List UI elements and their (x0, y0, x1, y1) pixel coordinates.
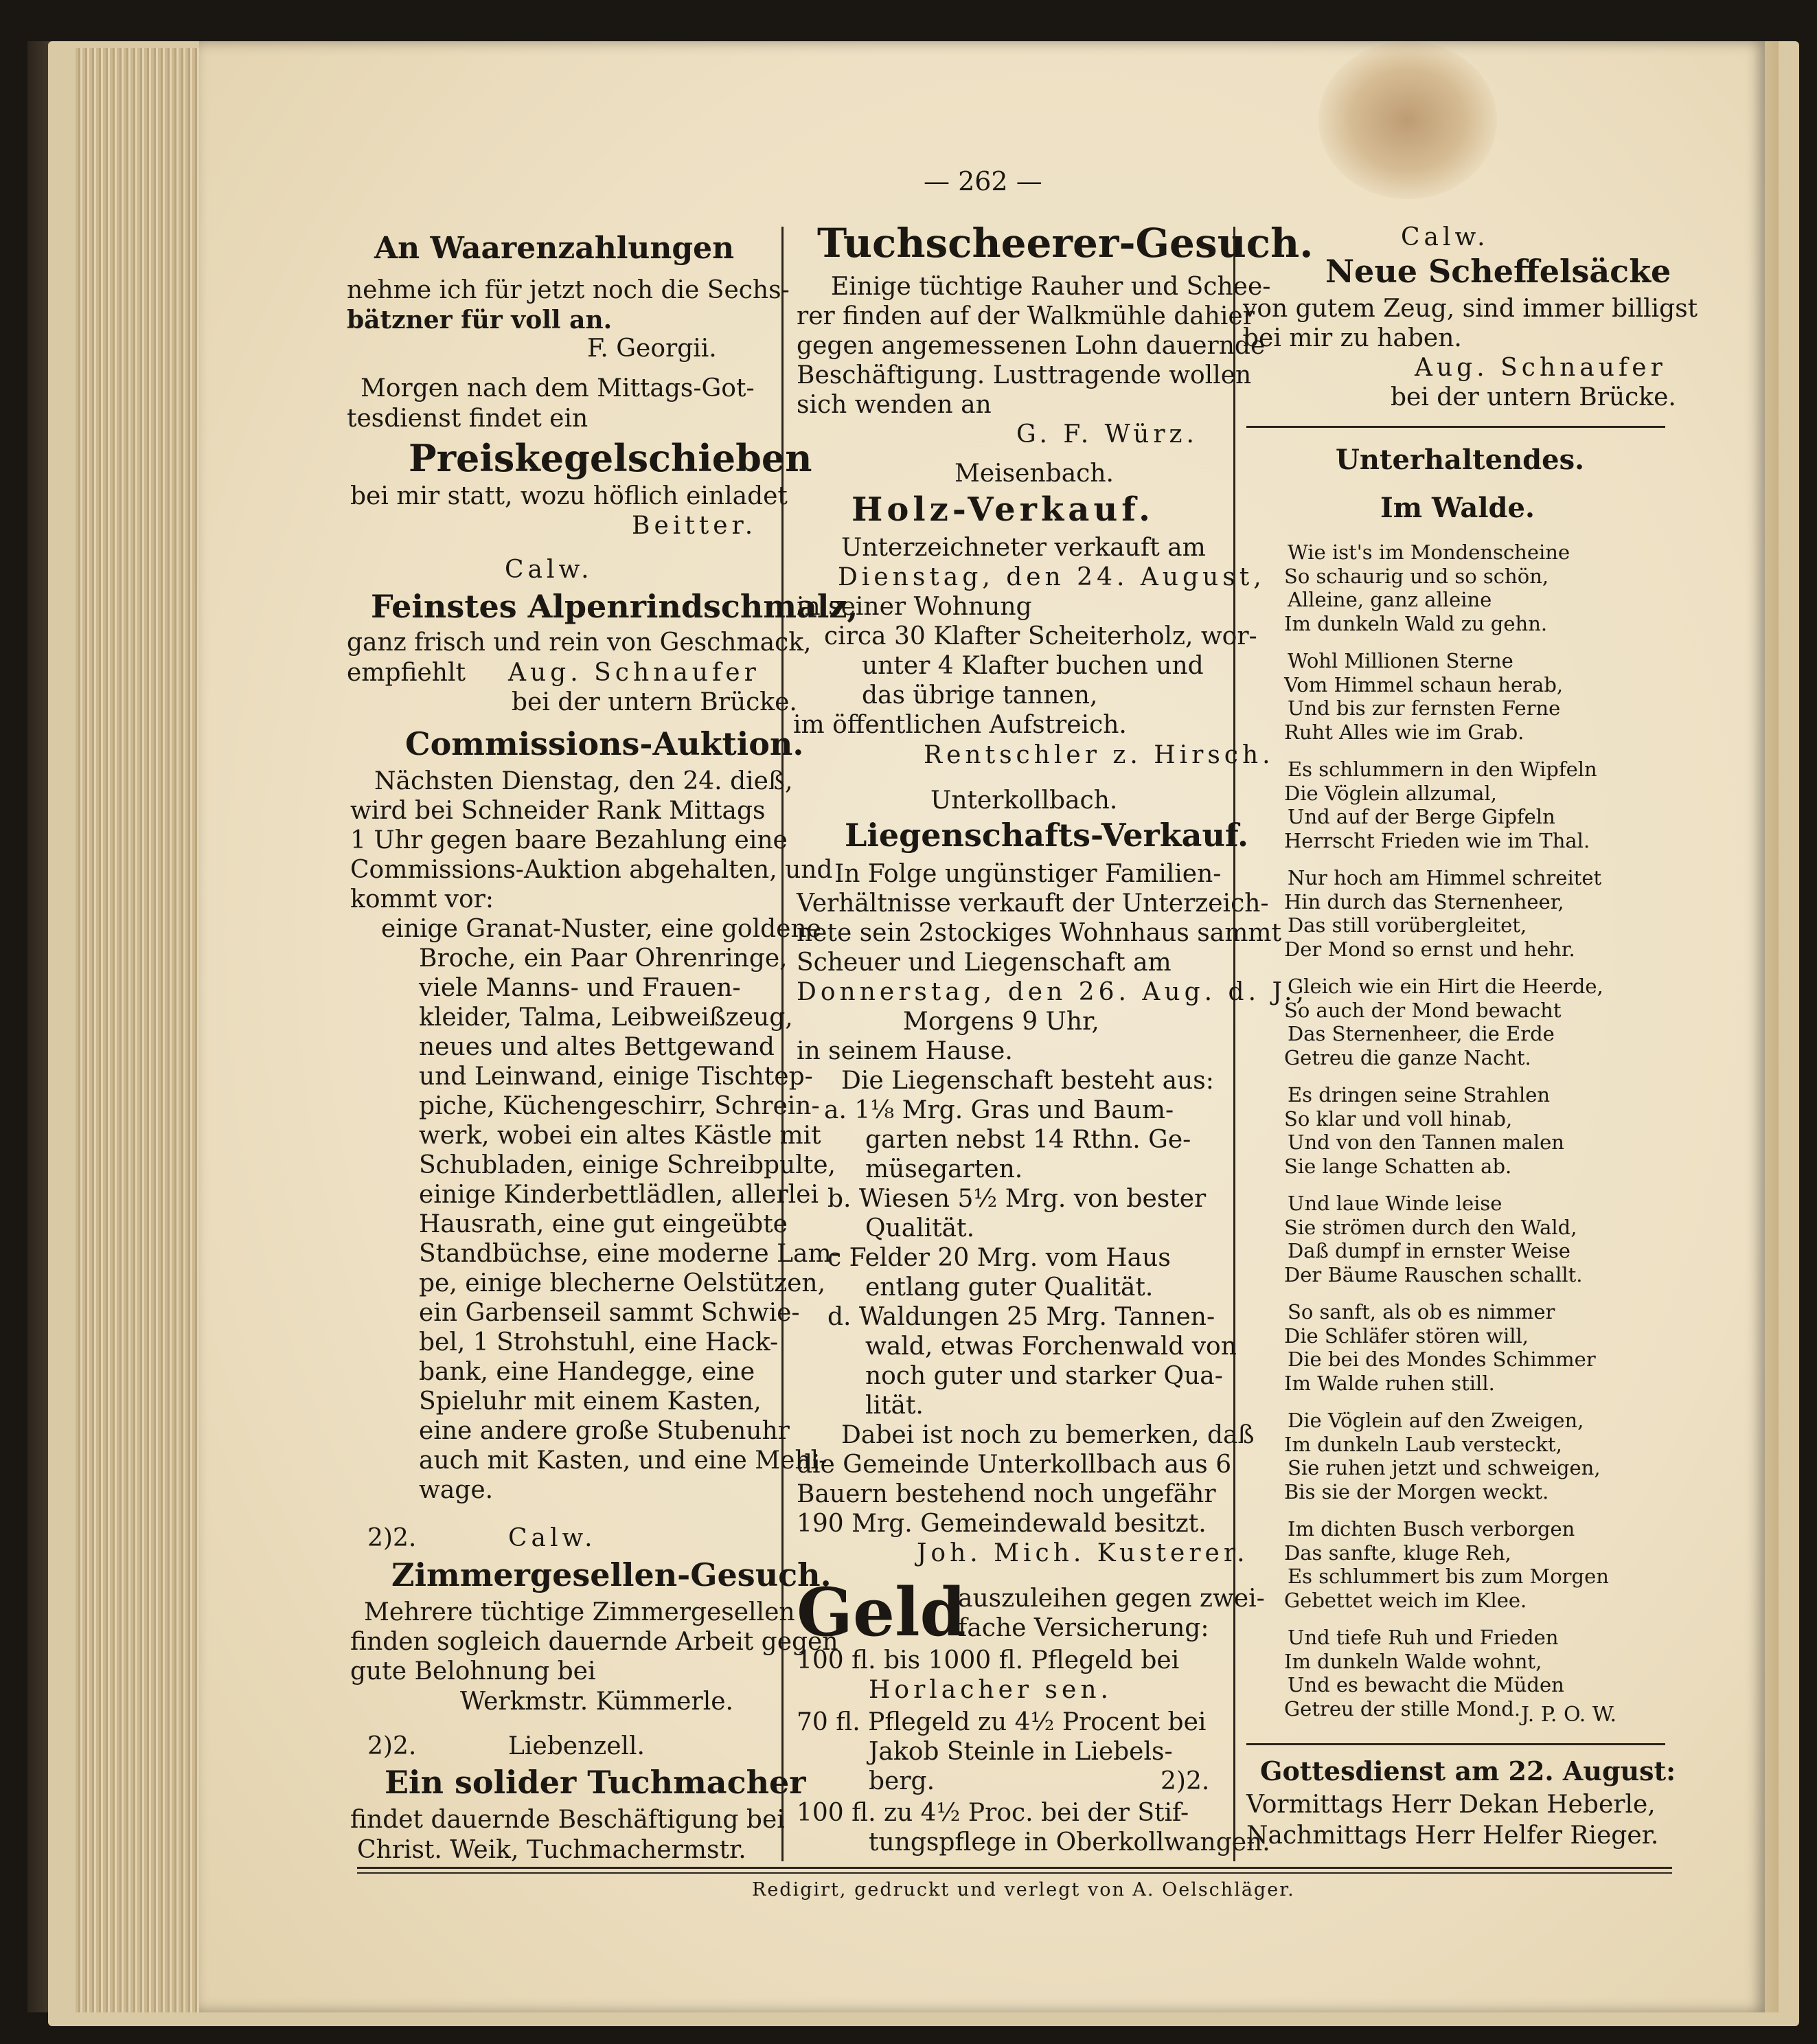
gottesdienst-text: Nachmittags Herr Helfer Rieger. (1246, 1821, 1659, 1850)
ad-text: nehme ich für jetzt noch die Sechs- (347, 276, 790, 304)
poem-line: Die Vöglein allzumal, (1284, 781, 1497, 805)
poem-line: Im dunkeln Laub versteckt, (1284, 1432, 1562, 1456)
ad-text: Horlacher sen. (869, 1676, 1112, 1704)
poem-title: Im Walde. (1380, 492, 1535, 524)
ad-text: kommt vor: (350, 885, 494, 913)
poem-line: Nur hoch am Himmel schreitet (1288, 866, 1602, 889)
ad-heading-waarenzahlungen: An Waarenzahlungen (374, 231, 735, 266)
ad-text: circa 30 Klafter Scheiterholz, wor- (824, 622, 1257, 650)
ad-text: pe, einige blecherne Oelstützen, (419, 1269, 826, 1297)
ad-text: Christ. Weik, Tuchmachermstr. (357, 1836, 746, 1864)
ad-text: Verhältnisse verkauft der Unterzeich- (797, 889, 1269, 918)
poem-line: So schaurig und so schön, (1284, 564, 1549, 588)
ad-signature: Joh. Mich. Kusterer. (917, 1539, 1249, 1567)
ad-text: garten nebst 14 Rthn. Ge- (865, 1126, 1191, 1154)
ad-text: lität. (865, 1392, 924, 1420)
ad-text: fache Versicherung: (958, 1614, 1209, 1642)
ad-text: In Folge ungünstiger Familien- (834, 860, 1222, 888)
poem-line: Das Sternenheer, die Erde (1288, 1022, 1555, 1045)
poem-line: Im dichten Busch verborgen (1288, 1517, 1575, 1541)
ad-text: entlang guter Qualität. (865, 1273, 1154, 1302)
ad-text: bel, 1 Strohstuhl, eine Hack- (419, 1328, 779, 1356)
poem-line: Alleine, ganz alleine (1288, 588, 1492, 611)
poem-line: Und tiefe Ruh und Frieden (1288, 1626, 1559, 1649)
poem-line: Und laue Winde leise (1288, 1192, 1502, 1215)
ad-place: Calw. (1401, 223, 1489, 251)
ad-text: tungspflege in Oberkollwangen. (869, 1828, 1270, 1856)
ad-place: Calw. (505, 556, 593, 584)
poem-line: Vom Himmel schaun herab, (1284, 672, 1564, 696)
ad-text: nete sein 2stockiges Wohnhaus sammt (797, 919, 1281, 947)
ad-text: Hausrath, eine gut eingeübte (419, 1210, 788, 1238)
water-stain (1318, 41, 1497, 199)
poem-line: Sie lange Schatten ab. (1284, 1154, 1512, 1178)
poem-line: Die Schläfer stören will, (1284, 1324, 1529, 1348)
ad-signature: Rentschler z. Hirsch. (924, 741, 1275, 769)
ad-text: c Felder 20 Mrg. vom Haus (827, 1244, 1171, 1272)
footer-rule-top (357, 1867, 1672, 1869)
ad-text: Dabei ist noch zu bemerken, daß (841, 1421, 1255, 1449)
poem-line: Es dringen seine Strahlen (1288, 1083, 1551, 1106)
ad-signature: Aug. Schnaufer (1415, 354, 1667, 382)
ad-issue-number: 2)2. (367, 1732, 417, 1760)
ad-text: Schubladen, einige Schreibpulte, (419, 1151, 836, 1179)
poem-line: So sanft, als ob es nimmer (1288, 1300, 1555, 1324)
ad-text: d. Waldungen 25 Mrg. Tannen- (827, 1303, 1215, 1331)
ad-heading-commissions-auktion: Commissions-Auktion. (405, 725, 804, 762)
poem-line: Sie ruhen jetzt und schweigen, (1288, 1456, 1601, 1479)
ad-text: findet dauernde Beschäftigung bei (350, 1806, 785, 1834)
ad-text: in seinem Hause. (797, 1037, 1013, 1065)
ad-signature: bei der untern Brücke. (512, 688, 797, 716)
poem-line: Das sanfte, kluge Reh, (1284, 1541, 1511, 1565)
ad-text: kleider, Talma, Leibweißzeug, (419, 1003, 793, 1032)
poem-signature: J. P. O. W. (1521, 1703, 1616, 1727)
ad-text: werk, wobei ein altes Kästle mit (419, 1122, 821, 1150)
ad-heading-scheffelsaecke: Neue Scheffelsäcke (1325, 253, 1671, 290)
poem-line: Hin durch das Sternenheer, (1284, 889, 1564, 913)
poem-line: So klar und voll hinab, (1284, 1106, 1513, 1131)
poem-line: Gleich wie ein Hirt die Heerde, (1288, 975, 1603, 998)
gottesdienst-text: Vormittags Herr Dekan Heberle, (1246, 1791, 1656, 1819)
poem-line: Getreu die ganze Nacht. (1284, 1045, 1531, 1069)
ad-text: Jakob Steinle in Liebels- (869, 1738, 1173, 1766)
poem-line: Und bis zur fernsten Ferne (1288, 696, 1561, 720)
ad-text: bei mir zu haben. (1243, 324, 1462, 352)
ad-text: ein Garbenseil sammt Schwie- (419, 1299, 800, 1327)
ad-text: a. 1⅛ Mrg. Gras und Baum- (824, 1096, 1174, 1124)
ad-text: piche, Küchengeschirr, Schrein- (419, 1092, 820, 1120)
ad-text: Morgens 9 Uhr, (903, 1008, 1099, 1036)
poem-line: Wie ist's im Mondenscheine (1288, 541, 1570, 564)
ad-text: 70 fl. Pflegeld zu 4½ Procent bei (797, 1708, 1207, 1736)
gottesdienst-heading: Gottesdienst am 22. August: (1260, 1756, 1676, 1786)
poem-line: Der Bäume Rauschen schallt. (1284, 1262, 1583, 1286)
ad-signature: F. Georgii. (587, 334, 717, 363)
poem-line: Und es bewacht die Müden (1288, 1673, 1564, 1696)
page-edges (76, 48, 199, 2012)
poem-line: Und auf der Berge Gipfeln (1288, 805, 1555, 828)
ad-text: Commissions-Auktion abgehalten, und (350, 856, 833, 884)
poem-line: So auch der Mond bewacht (1284, 998, 1562, 1022)
ad-text: die Gemeinde Unterkollbach aus 6 (797, 1451, 1232, 1479)
ad-text: in seiner Wohnung (797, 593, 1032, 621)
ad-text: auszuleihen gegen zwei- (958, 1585, 1265, 1613)
ad-text: wage. (419, 1476, 494, 1504)
ad-text: 100 fl. zu 4½ Proc. bei der Stif- (797, 1799, 1189, 1827)
ad-text: Beschäftigung. Lusttragende wollen (797, 361, 1252, 389)
footer-rule-bottom (357, 1872, 1672, 1874)
ad-text: b. Wiesen 5½ Mrg. von bester (827, 1185, 1207, 1213)
ad-heading-alpenrindschmalz: Feinstes Alpenrindschmalz, (371, 588, 858, 625)
ad-text: müsegarten. (865, 1155, 1023, 1183)
ad-text: Die Liegenschaft besteht aus: (841, 1067, 1214, 1095)
poem-line: Es schlummern in den Wipfeln (1288, 758, 1597, 781)
ad-signature: Beitter. (632, 512, 757, 540)
poem-line: Wohl Millionen Sterne (1288, 649, 1513, 672)
poem-line: Die Vöglein auf den Zweigen, (1288, 1409, 1584, 1432)
ad-text: Donnerstag, den 26. Aug. d. J., (797, 978, 1309, 1006)
ad-text: rer finden auf der Walkmühle dahier (797, 302, 1255, 330)
ad-signature: G. F. Würz. (1016, 420, 1198, 448)
ad-heading-liegenschafts-verkauf: Liegenschafts-Verkauf. (845, 817, 1249, 854)
page-number: — 262 — (924, 166, 1042, 196)
poem-line: Und von den Tannen malen (1288, 1131, 1564, 1154)
ad-text: das übrige tannen, (862, 681, 1098, 709)
ad-heading-zimmergesellen: Zimmergesellen-Gesuch. (391, 1556, 832, 1593)
ad-place: Unterkollbach. (930, 786, 1118, 815)
ad-text: auch mit Kasten, und eine Mehl- (419, 1446, 827, 1475)
ad-issue-number: 2)2. (367, 1524, 417, 1552)
column-rule-right (1233, 227, 1235, 1861)
poem-line: Im dunkeln Walde wohnt, (1284, 1649, 1542, 1673)
ad-text: bank, eine Handegge, eine (419, 1358, 755, 1386)
ad-text: tesdienst findet ein (347, 405, 588, 433)
poem-line: Getreu der stille Mond. (1284, 1696, 1521, 1721)
ad-place: Calw. (508, 1524, 597, 1552)
ad-text: gegen angemessenen Lohn dauernde (797, 332, 1266, 360)
ad-signature: bei der untern Brücke. (1391, 383, 1676, 411)
ad-text: Qualität. (865, 1214, 975, 1242)
ad-text: wird bei Schneider Rank Mittags (350, 797, 766, 825)
ad-text: 100 fl. bis 1000 fl. Pflegeld bei (797, 1646, 1180, 1674)
ad-heading-tuchscheerer: Tuchscheerer-Gesuch. (817, 220, 1314, 266)
section-heading-unterhaltendes: Unterhaltendes. (1336, 444, 1585, 476)
ad-text: berg. (869, 1767, 935, 1795)
ad-text: sich wenden an (797, 391, 992, 419)
poem-line: Die bei des Mondes Schimmer (1288, 1348, 1596, 1371)
ad-text: Unterzeichneter verkauft am (841, 534, 1206, 562)
ad-text: 190 Mrg. Gemeindewald besitzt. (797, 1510, 1207, 1538)
ad-text: eine andere große Stubenuhr (419, 1417, 790, 1445)
ad-text: Dienstag, den 24. August, (838, 563, 1266, 591)
ad-text: von gutem Zeug, sind immer billigst (1243, 295, 1698, 323)
ad-text: und Leinwand, einige Tischtep- (419, 1063, 813, 1091)
ad-place: Meisenbach. (955, 459, 1114, 488)
ad-text: Mehrere tüchtige Zimmergesellen (364, 1598, 795, 1626)
ad-issue-number: 2)2. (1161, 1767, 1210, 1795)
ad-heading-geld: Geld (797, 1574, 966, 1651)
ad-place: Liebenzell. (508, 1732, 645, 1760)
ad-text: bätzner für voll an. (347, 306, 613, 334)
ad-text: gute Belohnung bei (350, 1657, 596, 1685)
poem-line: Herrscht Frieden wie im Thal. (1284, 828, 1590, 852)
ad-text: ganz frisch und rein von Geschmack, (347, 628, 812, 657)
ad-text: einige Kinderbettlädlen, allerlei (419, 1181, 819, 1209)
ad-heading-tuchmacher: Ein solider Tuchmacher (385, 1764, 806, 1801)
ad-text: Einige tüchtige Rauher und Schee- (831, 273, 1271, 301)
ad-text: Spieluhr mit einem Kasten, (419, 1387, 762, 1416)
ad-signature: Werkmstr. Kümmerle. (460, 1688, 733, 1716)
ad-text: wald, etwas Forchenwald von (865, 1332, 1237, 1361)
poem-line: Ruht Alles wie im Grab. (1284, 720, 1524, 744)
ad-text: Standbüchse, eine moderne Lam- (419, 1240, 840, 1268)
poem-line: Bis sie der Morgen weckt. (1284, 1479, 1549, 1503)
ad-text: Bauern bestehend noch ungefähr (797, 1480, 1216, 1508)
poem-line: Das still vorübergleitet, (1288, 913, 1527, 937)
ad-text: Morgen nach dem Mittags-Got- (361, 374, 755, 402)
ad-text: Nächsten Dienstag, den 24. dieß, (374, 767, 793, 795)
ad-signature: Aug. Schnaufer (508, 659, 760, 687)
section-rule (1246, 1743, 1665, 1745)
ad-text: neues und altes Bettgewand (419, 1033, 775, 1061)
section-rule (1246, 426, 1665, 428)
ad-text: 1 Uhr gegen baare Bezahlung eine (350, 826, 788, 854)
poem-line: Daß dumpf in ernster Weise (1288, 1239, 1570, 1262)
ad-text: Broche, ein Paar Ohrenringe, (419, 944, 788, 973)
ad-text: bei mir statt, wozu höflich einladet (350, 482, 788, 510)
poem-line: Im Walde ruhen still. (1284, 1371, 1495, 1395)
ad-text: Scheuer und Liegenschaft am (797, 949, 1172, 977)
ad-text: empfiehlt (347, 659, 466, 687)
poem-line: Sie strömen durch den Wald, (1284, 1215, 1577, 1239)
ad-text: viele Manns- und Frauen- (419, 974, 741, 1002)
ad-heading-preiskegelschieben: Preiskegelschieben (409, 436, 812, 480)
ad-text: finden sogleich dauernde Arbeit gegen (350, 1628, 838, 1656)
ad-text: im öffentlichen Aufstreich. (793, 711, 1127, 739)
poem-line: Der Mond so ernst und hehr. (1284, 937, 1575, 961)
ad-text: unter 4 Klafter buchen und (862, 652, 1204, 680)
poem-line: Im dunkeln Wald zu gehn. (1284, 611, 1548, 635)
poem-line: Es schlummert bis zum Morgen (1288, 1565, 1609, 1588)
ad-text: einige Granat-Nuster, eine goldene (381, 915, 821, 943)
ad-text: noch guter und starker Qua- (865, 1362, 1223, 1390)
poem-line: Gebettet weich im Klee. (1284, 1588, 1527, 1612)
imprint-footer: Redigirt, gedruckt und verlegt von A. Oelschläger. (752, 1879, 1295, 1900)
ad-heading-holz-verkauf: Holz-Verkauf. (852, 490, 1154, 529)
